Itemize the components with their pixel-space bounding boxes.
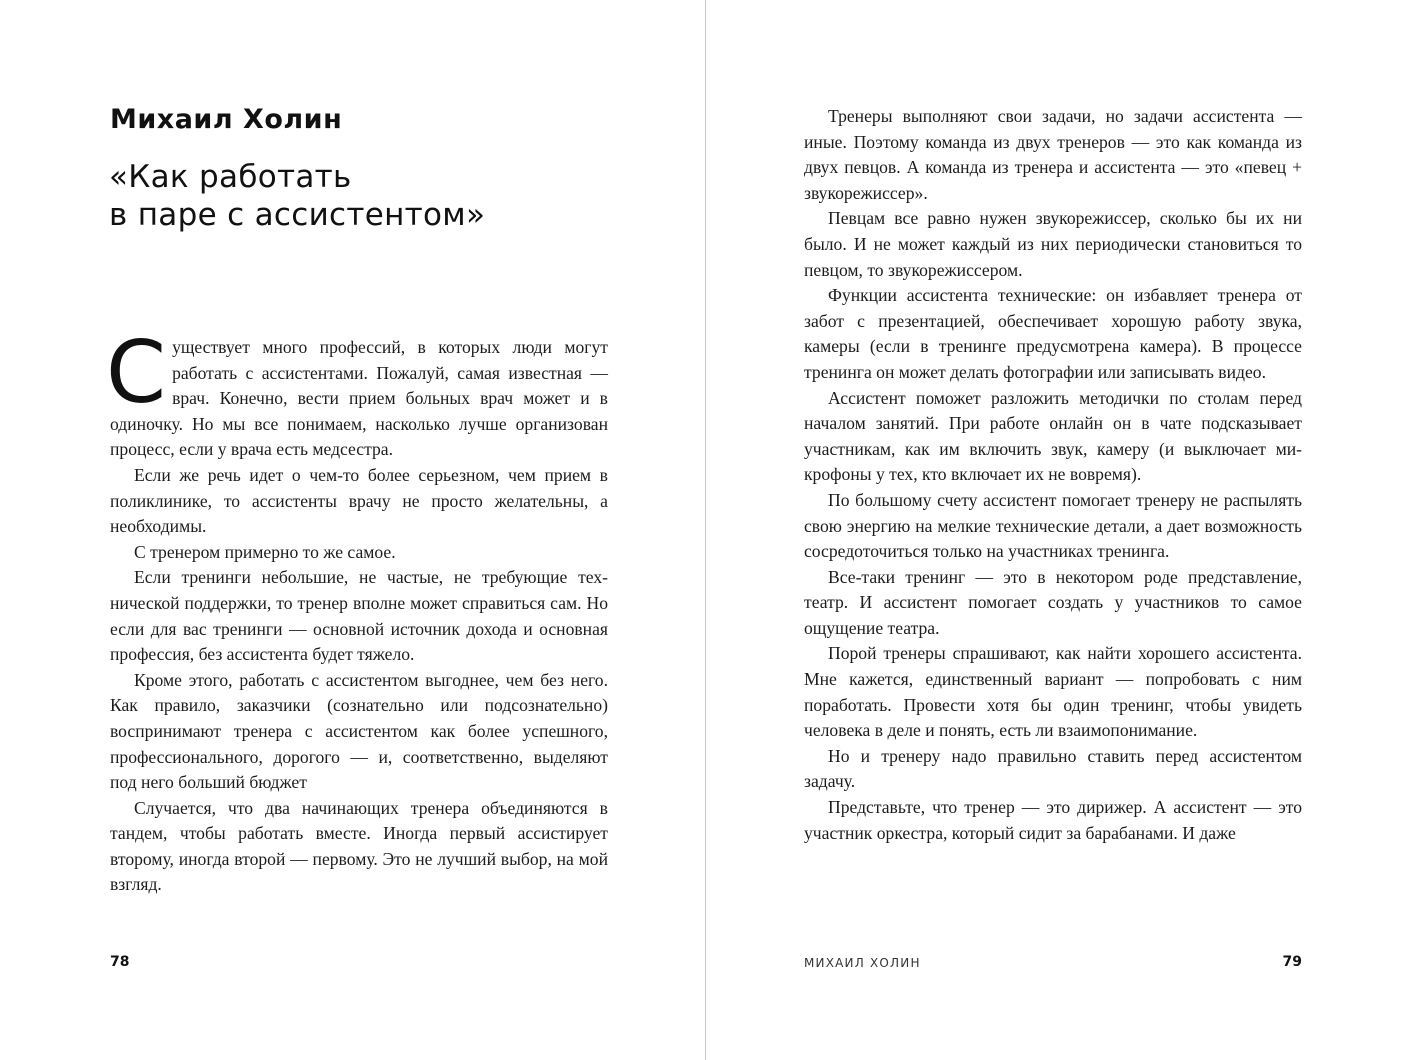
paragraph: Певцам все равно нужен звукорежиссер, сколько бы их ни было. И не может каждый из них периодически становиться то певцом, то звукорежиссером. <box>804 208 1302 280</box>
paragraph: Функции ассистента технические: он избавляет тренера от забот с презентацией, обеспечивает хорошую работу звука, камеры (если в тренинге предусмотрена камера). В процессе тренинга он может делать фотографии или записывать видео. <box>804 285 1302 382</box>
running-head: МИХАИЛ ХОЛИН <box>804 956 921 970</box>
chapter-title-line-1: «Как работать <box>109 159 352 195</box>
paragraph: Представьте, что тренер — это дирижер. А ассистент — это участник оркестра, который сидит за барабанами. И даже <box>804 797 1302 843</box>
paragraph: Если тренинги небольшие, не частые, не требующие технической поддержки, то тренер вполне может справиться сам. Но если для вас тренинги — основной источник дохода и основная профессия, без ассистента будет тяжело. <box>110 567 608 665</box>
paragraph: Порой тренеры спрашивают, как найти хорошего ассистента. Мне кажется, единственный вариант — попробовать с ним поработать. Провести хотя бы один тренинг, чтобы увидеть человека в деле и понять, есть ли взаимопонимание. <box>804 643 1302 741</box>
paragraph: По большому счету ассистент помогает тренеру не распылять свою энергию на мелкие технические детали, а дает возможность сосредоточиться только на участниках тренинга. <box>804 489 1302 562</box>
right-body-text <box>804 104 1302 846</box>
chapter-title-line-2: в паре с ассистентом» <box>109 197 486 233</box>
chapter-title <box>109 158 629 234</box>
right-page <box>706 0 1410 1060</box>
left-body-text <box>106 323 608 898</box>
paragraph: Кроме этого, работать с ассистентом выгоднее, чем без него. Как правило, заказчики (сознательно или подсознательно) воспринимают тренера с ассистентом как более успешного, профессионального, дорогого — и, соответственно, выделяют под него больший бюджет <box>110 669 608 793</box>
page-number-left: 78 <box>110 954 130 970</box>
paragraph: Тренеры выполняют свои задачи, но задачи ассистента — иные. Поэтому команда из двух тренеров — это как команда из двух певцов. А команда из тренера и ассистента — это «певец + звукорежиссер». <box>804 106 1302 203</box>
paragraph: Все-таки тренинг — это в некотором роде представление, театр. И ассистент помогает создать у участников то самое ощущение театра. <box>804 566 1302 638</box>
paragraph: С тренером примерно то же самое. <box>134 541 396 562</box>
paragraph <box>106 323 608 463</box>
paragraph-text: уществует много профессий, в которых люди могут работать с ассистентами. Пожалуй, самая известная — врач. Конечно, вести прием больных врач может и в одиночку. Но мы все понимаем, насколько лучше организован процесс, если у врача есть медсестра. <box>110 337 608 460</box>
paragraph: Случается, что два начинающих тренера объединяются в тандем, чтобы работать вместе. Иногда первый ассистирует второму, иногда второй — первому. Это не лучший выбор, на мой взгляд. <box>110 797 608 895</box>
author-name: Михаил Холин <box>110 104 343 135</box>
page-number-right: 79 <box>1282 954 1302 970</box>
paragraph: Но и тренеру надо правильно ставить перед ассистентом задачу. <box>804 745 1302 792</box>
paragraph: Ассистент поможет разложить методички по столам перед началом занятий. При работе онлайн он в чате подсказывает участникам, как им включить звук, камеру (и выключает микрофоны у тех, кто включает их не вовремя). <box>804 387 1302 485</box>
paragraph: Если же речь идет о чем-то более серьезном, чем прием в поликлинике, то ассистенты врачу не просто желательны, а необходимы. <box>110 464 608 537</box>
drop-cap: С <box>106 323 167 423</box>
